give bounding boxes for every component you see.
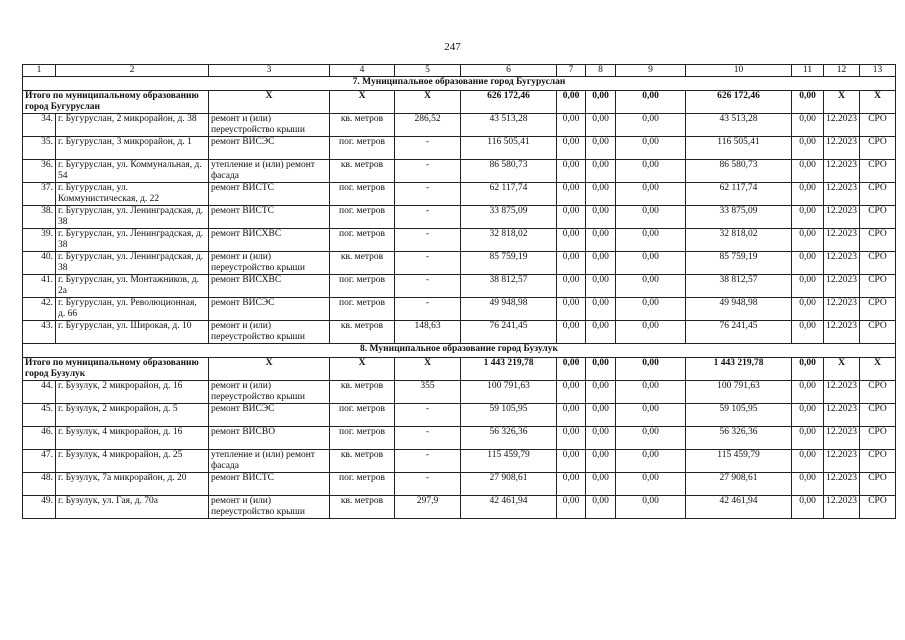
row-number: 38. [23, 206, 56, 229]
owner-funds-cell: 86 580,73 [686, 160, 792, 183]
table-row [23, 252, 896, 275]
unit-cell: кв. метров [330, 321, 395, 344]
section-title-row [23, 77, 896, 91]
column-header: 9 [616, 65, 686, 77]
row-number: 36. [23, 160, 56, 183]
other-funds-cell: 0,00 [792, 183, 824, 206]
local-budget-cell: 0,00 [616, 298, 686, 321]
total-cost-cell: 76 241,45 [461, 321, 557, 344]
total-cell-c7: 0,00 [557, 358, 586, 381]
column-header: 5 [395, 65, 461, 77]
address-cell: г. Бугуруслан, ул. Коммунистическая, д. 22 [56, 183, 209, 206]
table-row [23, 114, 896, 137]
quantity-cell: 148,63 [395, 321, 461, 344]
row-number: 39. [23, 229, 56, 252]
total-cell-c8: 0,00 [586, 358, 616, 381]
total-cost-cell: 38 812,57 [461, 275, 557, 298]
budget-cell: 0,00 [586, 473, 616, 496]
fund-cell: 0,00 [557, 404, 586, 427]
method-cell: СРО [860, 404, 896, 427]
quantity-cell: - [395, 229, 461, 252]
unit-cell: пог. метров [330, 275, 395, 298]
fund-cell: 0,00 [557, 427, 586, 450]
quantity-cell: 355 [395, 381, 461, 404]
column-header: 8 [586, 65, 616, 77]
table-row [23, 427, 896, 450]
other-funds-cell: 0,00 [792, 450, 824, 473]
table-row [23, 496, 896, 519]
row-number: 46. [23, 427, 56, 450]
deadline-cell: 12.2023 [824, 275, 860, 298]
address-cell: г. Бугуруслан, ул. Коммунальная, д. 54 [56, 160, 209, 183]
column-header: 6 [461, 65, 557, 77]
row-number: 37. [23, 183, 56, 206]
fund-cell: 0,00 [557, 206, 586, 229]
unit-cell: пог. метров [330, 404, 395, 427]
total-cost-cell: 115 459,79 [461, 450, 557, 473]
table-row [23, 275, 896, 298]
local-budget-cell: 0,00 [616, 114, 686, 137]
row-number: 49. [23, 496, 56, 519]
total-cell-c11: 0,00 [792, 358, 824, 381]
budget-cell: 0,00 [586, 114, 616, 137]
other-funds-cell: 0,00 [792, 298, 824, 321]
total-cell-c9: 0,00 [616, 358, 686, 381]
budget-cell: 0,00 [586, 298, 616, 321]
section-total-row [23, 91, 896, 114]
fund-cell: 0,00 [557, 450, 586, 473]
deadline-cell: 12.2023 [824, 321, 860, 344]
total-cell-c4: X [330, 91, 395, 114]
deadline-cell: 12.2023 [824, 404, 860, 427]
budget-cell: 0,00 [586, 321, 616, 344]
address-cell: г. Бугуруслан, ул. Ленинградская, д. 38 [56, 206, 209, 229]
total-cell-c5: X [395, 91, 461, 114]
total-cell-c7: 0,00 [557, 91, 586, 114]
total-cell-c13: X [860, 91, 896, 114]
owner-funds-cell: 43 513,28 [686, 114, 792, 137]
unit-cell: пог. метров [330, 137, 395, 160]
work-type-cell: ремонт ВИСВО [209, 427, 330, 450]
total-cell-c4: X [330, 358, 395, 381]
total-cell-c10: 626 172,46 [686, 91, 792, 114]
budget-cell: 0,00 [586, 229, 616, 252]
owner-funds-cell: 27 908,61 [686, 473, 792, 496]
owner-funds-cell: 100 791,63 [686, 381, 792, 404]
column-header: 13 [860, 65, 896, 77]
budget-cell: 0,00 [586, 450, 616, 473]
other-funds-cell: 0,00 [792, 473, 824, 496]
total-cell-c12: X [824, 91, 860, 114]
budget-cell: 0,00 [586, 427, 616, 450]
unit-cell: кв. метров [330, 114, 395, 137]
address-cell: г. Бугуруслан, ул. Монтажников, д. 2а [56, 275, 209, 298]
unit-cell: пог. метров [330, 427, 395, 450]
address-cell: г. Бузулук, 2 микрорайон, д. 5 [56, 404, 209, 427]
total-cell-c3: X [209, 91, 330, 114]
work-type-cell: ремонт ВИСХВС [209, 275, 330, 298]
method-cell: СРО [860, 160, 896, 183]
total-cell-c9: 0,00 [616, 91, 686, 114]
work-type-cell: ремонт ВИСЭС [209, 404, 330, 427]
total-cost-cell: 32 818,02 [461, 229, 557, 252]
local-budget-cell: 0,00 [616, 496, 686, 519]
owner-funds-cell: 33 875,09 [686, 206, 792, 229]
local-budget-cell: 0,00 [616, 183, 686, 206]
column-header: 11 [792, 65, 824, 77]
table-row [23, 137, 896, 160]
other-funds-cell: 0,00 [792, 404, 824, 427]
address-cell: г. Бузулук, 2 микрорайон, д. 16 [56, 381, 209, 404]
fund-cell: 0,00 [557, 275, 586, 298]
deadline-cell: 12.2023 [824, 229, 860, 252]
row-number: 35. [23, 137, 56, 160]
table-row [23, 229, 896, 252]
column-header: 7 [557, 65, 586, 77]
method-cell: СРО [860, 321, 896, 344]
fund-cell: 0,00 [557, 298, 586, 321]
unit-cell: пог. метров [330, 183, 395, 206]
work-type-cell: ремонт и (или) переустройство крыши [209, 252, 330, 275]
other-funds-cell: 0,00 [792, 496, 824, 519]
owner-funds-cell: 38 812,57 [686, 275, 792, 298]
method-cell: СРО [860, 114, 896, 137]
unit-cell: пог. метров [330, 229, 395, 252]
address-cell: г. Бугуруслан, 2 микрорайон, д. 38 [56, 114, 209, 137]
total-cost-cell: 27 908,61 [461, 473, 557, 496]
other-funds-cell: 0,00 [792, 427, 824, 450]
fund-cell: 0,00 [557, 183, 586, 206]
quantity-cell: - [395, 275, 461, 298]
other-funds-cell: 0,00 [792, 137, 824, 160]
budget-cell: 0,00 [586, 137, 616, 160]
other-funds-cell: 0,00 [792, 160, 824, 183]
total-cell-c12: X [824, 358, 860, 381]
local-budget-cell: 0,00 [616, 381, 686, 404]
deadline-cell: 12.2023 [824, 114, 860, 137]
section-title: 8. Муниципальное образование город Бузулук [23, 344, 896, 358]
work-type-cell: ремонт ВИСТС [209, 473, 330, 496]
fund-cell: 0,00 [557, 252, 586, 275]
budget-cell: 0,00 [586, 381, 616, 404]
budget-cell: 0,00 [586, 160, 616, 183]
work-type-cell: ремонт ВИСХВС [209, 229, 330, 252]
quantity-cell: - [395, 450, 461, 473]
unit-cell: пог. метров [330, 298, 395, 321]
local-budget-cell: 0,00 [616, 160, 686, 183]
quantity-cell: - [395, 160, 461, 183]
address-cell: г. Бугуруслан, 3 микрорайон, д. 1 [56, 137, 209, 160]
column-header: 1 [23, 65, 56, 77]
budget-cell: 0,00 [586, 252, 616, 275]
other-funds-cell: 0,00 [792, 321, 824, 344]
unit-cell: кв. метров [330, 450, 395, 473]
total-cost-cell: 43 513,28 [461, 114, 557, 137]
method-cell: СРО [860, 427, 896, 450]
table-row [23, 206, 896, 229]
total-label: Итого по муниципальному образованию город Бузулук [23, 358, 209, 381]
address-cell: г. Бугуруслан, ул. Ленинградская, д. 38 [56, 252, 209, 275]
column-header: 4 [330, 65, 395, 77]
owner-funds-cell: 85 759,19 [686, 252, 792, 275]
quantity-cell: 286,52 [395, 114, 461, 137]
local-budget-cell: 0,00 [616, 450, 686, 473]
owner-funds-cell: 116 505,41 [686, 137, 792, 160]
quantity-cell: - [395, 252, 461, 275]
owner-funds-cell: 62 117,74 [686, 183, 792, 206]
fund-cell: 0,00 [557, 496, 586, 519]
work-type-cell: ремонт и (или) переустройство крыши [209, 496, 330, 519]
other-funds-cell: 0,00 [792, 114, 824, 137]
unit-cell: кв. метров [330, 381, 395, 404]
column-header: 12 [824, 65, 860, 77]
owner-funds-cell: 76 241,45 [686, 321, 792, 344]
total-cost-cell: 59 105,95 [461, 404, 557, 427]
work-type-cell: ремонт ВИСЭС [209, 137, 330, 160]
deadline-cell: 12.2023 [824, 427, 860, 450]
work-type-cell: ремонт и (или) переустройство крыши [209, 321, 330, 344]
work-type-cell: ремонт ВИСЭС [209, 298, 330, 321]
local-budget-cell: 0,00 [616, 427, 686, 450]
total-cost-cell: 56 326,36 [461, 427, 557, 450]
other-funds-cell: 0,00 [792, 252, 824, 275]
row-number: 48. [23, 473, 56, 496]
fund-cell: 0,00 [557, 137, 586, 160]
method-cell: СРО [860, 183, 896, 206]
deadline-cell: 12.2023 [824, 183, 860, 206]
unit-cell: пог. метров [330, 473, 395, 496]
budget-cell: 0,00 [586, 404, 616, 427]
local-budget-cell: 0,00 [616, 252, 686, 275]
row-number: 45. [23, 404, 56, 427]
quantity-cell: - [395, 183, 461, 206]
local-budget-cell: 0,00 [616, 404, 686, 427]
total-cell-c6: 626 172,46 [461, 91, 557, 114]
deadline-cell: 12.2023 [824, 381, 860, 404]
deadline-cell: 12.2023 [824, 496, 860, 519]
method-cell: СРО [860, 473, 896, 496]
other-funds-cell: 0,00 [792, 275, 824, 298]
method-cell: СРО [860, 252, 896, 275]
row-number: 42. [23, 298, 56, 321]
section-title: 7. Муниципальное образование город Бугуруслан [23, 77, 896, 91]
table-row [23, 321, 896, 344]
row-number: 43. [23, 321, 56, 344]
deadline-cell: 12.2023 [824, 137, 860, 160]
table-row [23, 473, 896, 496]
local-budget-cell: 0,00 [616, 229, 686, 252]
deadline-cell: 12.2023 [824, 450, 860, 473]
work-type-cell: ремонт и (или) переустройство крыши [209, 114, 330, 137]
table-row [23, 160, 896, 183]
owner-funds-cell: 42 461,94 [686, 496, 792, 519]
owner-funds-cell: 49 948,98 [686, 298, 792, 321]
budget-cell: 0,00 [586, 275, 616, 298]
total-cell-c10: 1 443 219,78 [686, 358, 792, 381]
method-cell: СРО [860, 229, 896, 252]
total-cost-cell: 49 948,98 [461, 298, 557, 321]
unit-cell: кв. метров [330, 252, 395, 275]
owner-funds-cell: 32 818,02 [686, 229, 792, 252]
row-number: 34. [23, 114, 56, 137]
unit-cell: кв. метров [330, 496, 395, 519]
row-number: 47. [23, 450, 56, 473]
fund-cell: 0,00 [557, 229, 586, 252]
owner-funds-cell: 56 326,36 [686, 427, 792, 450]
column-header: 10 [686, 65, 792, 77]
local-budget-cell: 0,00 [616, 206, 686, 229]
total-cost-cell: 33 875,09 [461, 206, 557, 229]
deadline-cell: 12.2023 [824, 160, 860, 183]
fund-cell: 0,00 [557, 114, 586, 137]
budget-cell: 0,00 [586, 206, 616, 229]
other-funds-cell: 0,00 [792, 206, 824, 229]
total-cell-c3: X [209, 358, 330, 381]
total-cost-cell: 86 580,73 [461, 160, 557, 183]
quantity-cell: 297,9 [395, 496, 461, 519]
work-type-cell: ремонт и (или) переустройство крыши [209, 381, 330, 404]
table-row [23, 404, 896, 427]
unit-cell: пог. метров [330, 206, 395, 229]
local-budget-cell: 0,00 [616, 275, 686, 298]
total-cost-cell: 42 461,94 [461, 496, 557, 519]
total-cost-cell: 100 791,63 [461, 381, 557, 404]
page-number: 247 [444, 41, 461, 53]
total-cost-cell: 116 505,41 [461, 137, 557, 160]
total-cost-cell: 85 759,19 [461, 252, 557, 275]
total-label: Итого по муниципальному образованию город Бугуруслан [23, 91, 209, 114]
deadline-cell: 12.2023 [824, 298, 860, 321]
total-cell-c5: X [395, 358, 461, 381]
fund-cell: 0,00 [557, 381, 586, 404]
row-number: 40. [23, 252, 56, 275]
deadline-cell: 12.2023 [824, 252, 860, 275]
address-cell: г. Бузулук, 4 микрорайон, д. 16 [56, 427, 209, 450]
fund-cell: 0,00 [557, 321, 586, 344]
address-cell: г. Бугуруслан, ул. Ленинградская, д. 38 [56, 229, 209, 252]
row-number: 44. [23, 381, 56, 404]
other-funds-cell: 0,00 [792, 229, 824, 252]
address-cell: г. Бузулук, 4 микрорайон, д. 25 [56, 450, 209, 473]
local-budget-cell: 0,00 [616, 137, 686, 160]
quantity-cell: - [395, 427, 461, 450]
work-type-cell: утепление и (или) ремонт фасада [209, 160, 330, 183]
quantity-cell: - [395, 137, 461, 160]
budget-cell: 0,00 [586, 496, 616, 519]
total-cost-cell: 62 117,74 [461, 183, 557, 206]
deadline-cell: 12.2023 [824, 473, 860, 496]
local-budget-cell: 0,00 [616, 473, 686, 496]
column-header: 3 [209, 65, 330, 77]
fund-cell: 0,00 [557, 160, 586, 183]
method-cell: СРО [860, 206, 896, 229]
work-type-cell: утепление и (или) ремонт фасада [209, 450, 330, 473]
quantity-cell: - [395, 473, 461, 496]
total-cell-c13: X [860, 358, 896, 381]
quantity-cell: - [395, 206, 461, 229]
owner-funds-cell: 59 105,95 [686, 404, 792, 427]
table-row [23, 183, 896, 206]
table-row [23, 381, 896, 404]
other-funds-cell: 0,00 [792, 381, 824, 404]
method-cell: СРО [860, 298, 896, 321]
method-cell: СРО [860, 137, 896, 160]
method-cell: СРО [860, 450, 896, 473]
total-cell-c6: 1 443 219,78 [461, 358, 557, 381]
local-budget-cell: 0,00 [616, 321, 686, 344]
unit-cell: кв. метров [330, 160, 395, 183]
section-total-row [23, 358, 896, 381]
total-cell-c11: 0,00 [792, 91, 824, 114]
capital-repair-table [22, 64, 896, 519]
work-type-cell: ремонт ВИСТС [209, 206, 330, 229]
address-cell: г. Бугуруслан, ул. Революционная, д. 66 [56, 298, 209, 321]
row-number: 41. [23, 275, 56, 298]
total-cell-c8: 0,00 [586, 91, 616, 114]
column-header-row [23, 65, 896, 77]
deadline-cell: 12.2023 [824, 206, 860, 229]
address-cell: г. Бузулук, 7а микрорайон, д. 20 [56, 473, 209, 496]
column-header: 2 [56, 65, 209, 77]
method-cell: СРО [860, 496, 896, 519]
fund-cell: 0,00 [557, 473, 586, 496]
budget-cell: 0,00 [586, 183, 616, 206]
address-cell: г. Бузулук, ул. Гая, д. 70а [56, 496, 209, 519]
owner-funds-cell: 115 459,79 [686, 450, 792, 473]
section-title-row [23, 344, 896, 358]
table-row [23, 450, 896, 473]
quantity-cell: - [395, 298, 461, 321]
method-cell: СРО [860, 275, 896, 298]
quantity-cell: - [395, 404, 461, 427]
table-row [23, 298, 896, 321]
address-cell: г. Бугуруслан, ул. Широкая, д. 10 [56, 321, 209, 344]
work-type-cell: ремонт ВИСТС [209, 183, 330, 206]
method-cell: СРО [860, 381, 896, 404]
